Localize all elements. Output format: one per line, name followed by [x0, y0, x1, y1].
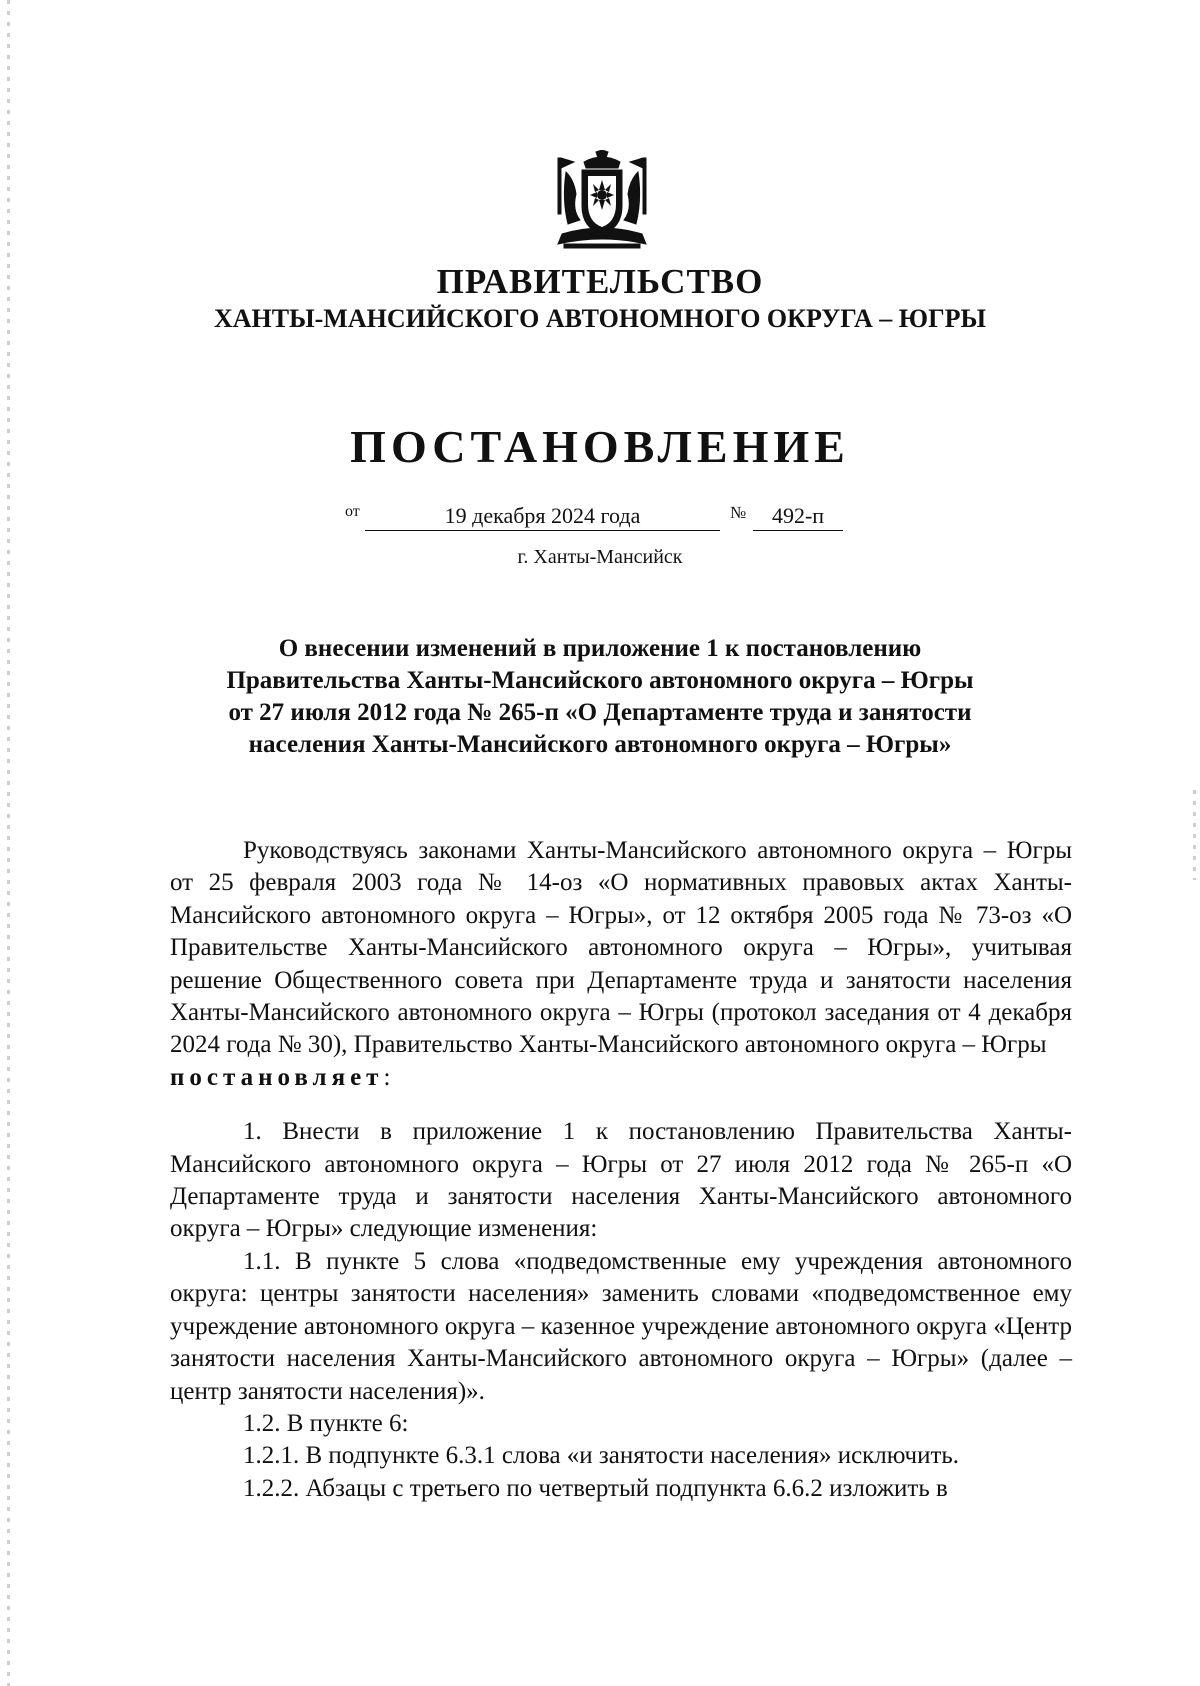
scan-edge-right — [1193, 790, 1196, 880]
scan-edge-left — [7, 0, 10, 1686]
resolves-word: постановляет — [170, 1063, 384, 1091]
issue-city: г. Ханты-Мансийск — [517, 546, 683, 568]
document-number: 492-п — [753, 503, 843, 531]
date-prefix: от — [345, 503, 360, 520]
government-title: ПРАВИТЕЛЬСТВО — [436, 262, 764, 301]
date-number-line — [345, 503, 885, 535]
item-1-1-paragraph: 1.1. В пункте 5 слова «подведомственные ему учреждения автономного округа: центры занятости населения» заменить словами «подведомственное ему учреждение автономного округа – казенное учреждение автономного округа «Центр занятости населения Ханты-Мансийского автономного округа – Югры» (далее – центр занятости населения)». — [170, 1247, 1072, 1405]
region-title: ХАНТЫ-МАНСИЙСКОГО АВТОНОМНОГО ОКРУГА – ЮГРЫ — [213, 304, 987, 333]
document-date: 19 декабря 2024 года — [365, 503, 720, 531]
item-1-2-1-paragraph: 1.2.1. В подпункте 6.3.1 слова «и занятости населения» исключить. — [243, 1442, 960, 1470]
number-sign: № — [730, 503, 747, 522]
subject-line: О внесении изменений в приложение 1 к постановлению — [278, 635, 922, 662]
subject-line: населения Ханты-Мансийского автономного округа – Югры» — [248, 731, 952, 758]
item-1-paragraph: 1. Внести в приложение 1 к постановлению Правительства Ханты-Мансийского автономного округа – Югры от 27 июля 2012 года № 265-п «О Департаменте труда и занятости населения Ханты-Мансийского автономного округа – Югры» следующие изменения: — [170, 1118, 1072, 1243]
subject-line: Правительства Ханты-Мансийского автономного округа – Югры — [226, 667, 974, 694]
resolves-line — [170, 1062, 1072, 1094]
document-subject — [150, 633, 1050, 761]
document-body — [170, 835, 1072, 1505]
item-1-2-paragraph: 1.2. В пункте 6: — [243, 1409, 409, 1437]
subject-line: от 27 июля 2012 года № 265-п «О Департаменте труда и занятости — [228, 699, 972, 726]
item-1-2-2-paragraph: 1.2.2. Абзацы с третьего по четвертый подпункта 6.6.2 изложить в — [243, 1474, 948, 1502]
coat-of-arms-icon — [554, 150, 650, 250]
preamble-paragraph: Руководствуясь законами Ханты-Мансийского автономного округа – Югры от 25 февраля 2003 года № 14-оз «О нормативных правовых актах Ханты-Мансийского автономного округа – Югры», от 12 октября 2005 года № 73-оз «О Правительстве Ханты-Мансийского автономного округа – Югры», учитывая решение Общественного совета при Департаменте труда и занятости населения Ханты-Мансийского автономного округа – Югры (протокол заседания от 4 декабря 2024 года № 30), Правительство Ханты-Мансийского автономного округа – Югры — [170, 837, 1072, 1059]
document-type: ПОСТАНОВЛЕНИЕ — [350, 421, 850, 472]
resolves-colon: : — [383, 1063, 391, 1091]
